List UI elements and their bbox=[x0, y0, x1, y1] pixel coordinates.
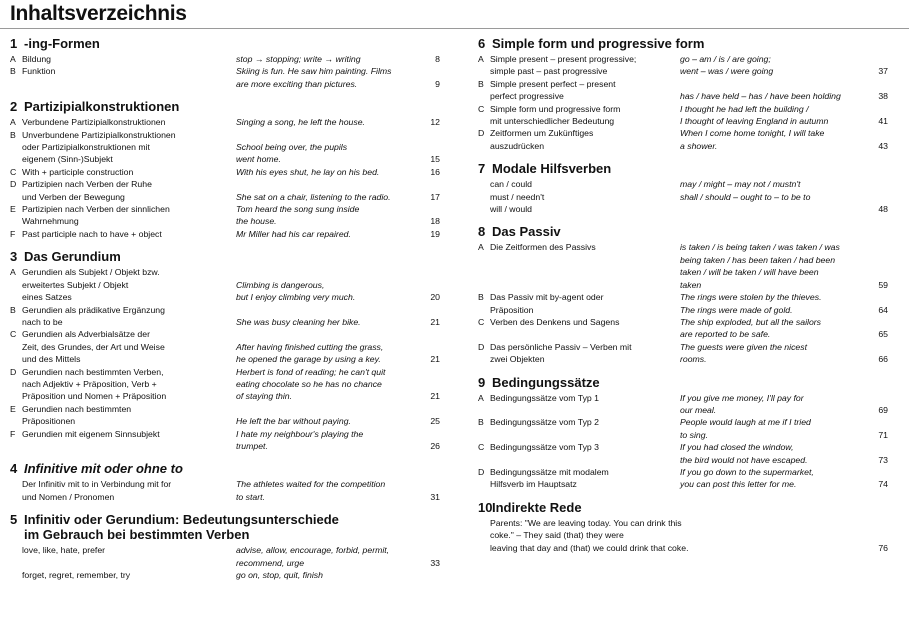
entry-letter: B bbox=[478, 417, 484, 428]
chapter-5 bbox=[10, 512, 440, 581]
entry-letter bbox=[10, 544, 22, 569]
chapter-number: 3 bbox=[10, 249, 18, 265]
entry-page-number: 8 bbox=[435, 54, 440, 64]
toc-entry[interactable] bbox=[478, 291, 888, 316]
entry-example: When I come home tonight, I will take a shower. bbox=[680, 128, 825, 151]
entry-example: go – am / is / are going; went – was / were going bbox=[680, 54, 774, 77]
chapter-7 bbox=[478, 161, 888, 215]
chapter-title: Infinitiv oder Gerundium: Bedeutungsunterschiede im Gebrauch bei bestimmten Verben bbox=[24, 512, 339, 543]
entry-topic: Past participle nach to have + object bbox=[22, 228, 162, 239]
entry-topic: forget, regret, remember, try bbox=[22, 570, 131, 580]
entry-example: People would laugh at me if I tried to sing. bbox=[680, 417, 811, 440]
entry-letter: F bbox=[10, 428, 16, 439]
chapter-2 bbox=[10, 99, 440, 240]
chapter-1 bbox=[10, 36, 440, 90]
entry-page-number: 66 bbox=[878, 354, 888, 365]
toc-entry[interactable] bbox=[478, 241, 888, 291]
entry-page-number: 65 bbox=[878, 329, 888, 340]
entry-page-number: 15 bbox=[430, 154, 440, 165]
entry-example: go on, stop, quit, finish bbox=[236, 570, 323, 580]
entry-page-number: 74 bbox=[878, 479, 888, 490]
entry-page-number: 17 bbox=[430, 191, 440, 202]
entry-topic: Das persönliche Passiv – Verben mit zwei Objekten bbox=[490, 341, 632, 365]
entry-page-number: 19 bbox=[430, 228, 440, 239]
entry-letter: A bbox=[10, 117, 16, 128]
entry-example: Herbert is fond of reading; he can't quit eating chocolate so he has no chance of staying thin. bbox=[236, 366, 386, 402]
entry-topic: Simple present – present progressive; simple past – past progressive bbox=[490, 54, 637, 77]
entry-letter bbox=[478, 178, 490, 215]
entry-topic: Gerundien als prädikative Ergänzung nach to be bbox=[22, 304, 165, 327]
toc-entry[interactable] bbox=[478, 103, 888, 128]
entry-letter: D bbox=[10, 179, 17, 190]
entry-topic: love, like, hate, prefer bbox=[22, 545, 106, 556]
entry-topic: Gerundien nach bestimmten Verben, nach Adjektiv + Präposition, Verb + Präposition und Nomen + Präposition bbox=[22, 366, 167, 402]
entry-topic: Simple form und progressive form mit unterschiedlicher Bedeutung bbox=[490, 103, 621, 127]
entry-topic: With + participle construction bbox=[22, 166, 134, 177]
entry-letter bbox=[478, 517, 490, 554]
entry-page-number: 26 bbox=[430, 440, 440, 451]
entry-example: School being over, the pupils went home. bbox=[236, 142, 348, 165]
toc-entry[interactable] bbox=[478, 53, 888, 78]
chapter-3 bbox=[10, 249, 440, 452]
entry-page-number: 73 bbox=[878, 454, 888, 465]
entry-letter: D bbox=[478, 128, 485, 139]
entry-page-number: 48 bbox=[878, 204, 888, 215]
entry-letter: B bbox=[478, 78, 484, 89]
entry-page-number: 25 bbox=[430, 416, 440, 427]
entry-letter: B bbox=[478, 292, 484, 303]
entry-topic: Partizipien nach Verben der Ruhe und Verben der Bewegung bbox=[22, 179, 152, 202]
entry-letter: C bbox=[478, 316, 485, 327]
entry-letter: F bbox=[10, 228, 16, 239]
chapter-heading bbox=[478, 224, 888, 239]
entry-example: After having finished cutting the grass, he opened the garage by using a key. bbox=[236, 341, 384, 365]
entry-example: The guests were given the nicest rooms. bbox=[680, 341, 808, 365]
entry-page-number: 18 bbox=[430, 216, 440, 227]
toc-entry[interactable] bbox=[478, 416, 888, 441]
entry-example: Singing a song, he left the house. bbox=[236, 117, 365, 128]
entry-example: I thought he had left the building / I thought of leaving England in autumn bbox=[680, 103, 829, 127]
entry-page-number: 38 bbox=[878, 91, 888, 102]
entry-letter: A bbox=[478, 54, 484, 64]
entry-letter: D bbox=[10, 366, 17, 377]
chapter-number: 1 bbox=[10, 36, 18, 51]
toc-entry[interactable] bbox=[10, 178, 440, 203]
toc-entry[interactable] bbox=[10, 228, 440, 240]
entry-page-number: 69 bbox=[878, 404, 888, 415]
entry-example: If you give me money, I'll pay for our meal. bbox=[680, 392, 804, 415]
entry-letter: C bbox=[478, 442, 485, 453]
entry-letter: C bbox=[478, 103, 485, 114]
entry-topic: Bedingungssätze vom Typ 3 bbox=[490, 442, 599, 453]
chapter-number: 6 bbox=[478, 36, 486, 51]
toc-column-left bbox=[10, 36, 440, 590]
entry-example: She sat on a chair, listening to the radio. bbox=[236, 191, 391, 202]
toc-entry[interactable] bbox=[10, 366, 440, 403]
chapter-number: 8 bbox=[478, 224, 486, 240]
entry-page-number: 12 bbox=[430, 117, 440, 128]
entry-page-number: 71 bbox=[878, 429, 888, 440]
entry-topic: Gerundien als Subjekt / Objekt bzw. erweitertes Subjekt / Objekt eines Satzes bbox=[22, 267, 160, 303]
toc-entry[interactable] bbox=[478, 127, 888, 152]
chapter-heading bbox=[10, 249, 440, 264]
chapter-4 bbox=[10, 461, 440, 503]
chapter-number: 10 bbox=[478, 499, 493, 515]
entry-page-number: 76 bbox=[878, 542, 888, 553]
entry-page-number: 37 bbox=[878, 66, 888, 77]
chapter-number: 7 bbox=[478, 161, 486, 177]
entry-letter: C bbox=[10, 166, 17, 177]
entry-page-number: 20 bbox=[430, 292, 440, 303]
entry-letter: E bbox=[10, 403, 16, 414]
chapter-9 bbox=[478, 375, 888, 491]
entry-page-number: 33 bbox=[430, 557, 440, 568]
entry-topic: Bildung bbox=[22, 54, 51, 64]
entry-letter: A bbox=[10, 54, 16, 64]
entry-page-number: 21 bbox=[430, 391, 440, 402]
entry-example: advise, allow, encourage, forbid, permit, recommend, urge bbox=[236, 545, 390, 568]
chapter-number: 5 bbox=[10, 512, 18, 528]
entry-example: stop → stopping; write → writing bbox=[236, 54, 361, 64]
chapter-title: Bedingungssätze bbox=[492, 374, 600, 390]
entry-example: Mr Miller had his car repaired. bbox=[236, 228, 351, 239]
entry-page-number: 31 bbox=[430, 491, 440, 502]
toc-entry[interactable] bbox=[10, 65, 440, 90]
entry-topic: Gerundien nach bestimmten Präpositionen bbox=[22, 403, 132, 427]
chapter-number: 2 bbox=[10, 99, 18, 115]
entry-letter bbox=[10, 569, 22, 581]
entry-example: I hate my neighbour's playing the trumpet. bbox=[236, 428, 364, 451]
entry-example: has / have held – has / have been holding bbox=[680, 91, 841, 102]
toc-entry[interactable] bbox=[10, 304, 440, 329]
chapter-8 bbox=[478, 224, 888, 365]
entry-topic: Das Passiv mit by-agent oder Präposition bbox=[490, 292, 604, 315]
entry-letter: B bbox=[10, 66, 16, 77]
entry-letter: D bbox=[478, 341, 485, 352]
entry-example: is taken / is being taken / was taken / was being taken / has been taken / had been taken / will be taken / will have been taken bbox=[680, 242, 840, 290]
entry-example: The athletes waited for the competition to start. bbox=[236, 479, 386, 502]
entry-page-number: 41 bbox=[878, 116, 888, 127]
entry-example: He left the bar without paying. bbox=[236, 416, 351, 427]
chapter-title: Modale Hilfsverben bbox=[492, 161, 612, 177]
entry-example: may / might – may not / mustn't shall / should – ought to – to be to bbox=[680, 179, 811, 202]
entry-example: If you had closed the window, the bird would not have escaped. bbox=[680, 442, 808, 465]
entry-example: With his eyes shut, he lay on his bed. bbox=[236, 166, 380, 177]
chapter-heading bbox=[10, 512, 440, 542]
entry-topic: Simple present perfect – present perfect progressive bbox=[490, 78, 616, 102]
chapter-heading bbox=[478, 500, 888, 515]
entry-topic: Funktion bbox=[22, 66, 56, 77]
chapter-title: Partizipialkonstruktionen bbox=[24, 99, 180, 115]
entry-example: If you go down to the supermarket, you can post this letter for me. bbox=[680, 466, 814, 490]
entry-letter: D bbox=[478, 466, 485, 477]
entry-topic: Gerundien mit eigenem Sinnsubjekt bbox=[22, 428, 160, 439]
chapter-title: Das Passiv bbox=[492, 224, 561, 240]
entry-page-number: 9 bbox=[435, 78, 440, 89]
toc-entry[interactable] bbox=[10, 328, 440, 365]
chapter-title: -ing-Formen bbox=[24, 36, 100, 51]
chapter-number: 9 bbox=[478, 374, 486, 390]
toc-entry[interactable] bbox=[10, 129, 440, 166]
entry-letter: A bbox=[478, 392, 484, 403]
entry-example: She was busy cleaning her bike. bbox=[236, 316, 361, 327]
toc-entry[interactable] bbox=[10, 53, 440, 65]
entry-page-number bbox=[415, 569, 440, 581]
entry-example: Climbing is dangerous, but I enjoy climbing very much. bbox=[236, 279, 356, 303]
chapter-heading bbox=[478, 36, 888, 51]
entry-letter: C bbox=[10, 329, 17, 340]
entry-topic: Gerundien als Adverbialsätze der Zeit, des Grundes, der Art und Weise und des Mittels bbox=[22, 329, 165, 365]
entry-example: Skiing is fun. He saw him painting. Films are more exciting than pictures. bbox=[236, 66, 392, 89]
page-title: Inhaltsverzeichnis bbox=[10, 2, 187, 25]
entry-example: The ship exploded, but all the sailors are reported to be safe. bbox=[680, 316, 822, 340]
entry-page-number: 16 bbox=[430, 166, 440, 177]
entry-page-number: 59 bbox=[878, 279, 888, 290]
chapter-title: Simple form und progressive form bbox=[492, 36, 705, 51]
toc-entry[interactable] bbox=[478, 178, 888, 215]
entry-page-number: 64 bbox=[878, 304, 888, 315]
title-divider bbox=[0, 28, 909, 29]
chapter-number: 4 bbox=[10, 461, 18, 477]
toc-entry[interactable] bbox=[10, 478, 440, 503]
entry-letter: A bbox=[478, 242, 484, 253]
entry-topic: Verbundene Partizipialkonstruktionen bbox=[22, 117, 166, 128]
entry-topic: Parents: "We are leaving today. You can drink this coke." – They said (that) they were leaving that day and (that) we could drink that coke. bbox=[490, 517, 689, 553]
entry-topic: Zeitformen um Zukünftiges auszudrücken bbox=[490, 128, 594, 151]
toc-entry[interactable] bbox=[10, 116, 440, 128]
entry-page-number: 43 bbox=[878, 140, 888, 151]
chapter-heading bbox=[478, 375, 888, 390]
chapter-10 bbox=[478, 500, 888, 554]
chapter-heading bbox=[10, 461, 440, 476]
toc-entry[interactable] bbox=[478, 316, 888, 341]
entry-page-number: 21 bbox=[430, 316, 440, 327]
toc-entry[interactable] bbox=[478, 341, 888, 366]
toc-entry[interactable] bbox=[478, 466, 888, 491]
entry-letter bbox=[10, 478, 22, 503]
toc-column-right bbox=[478, 36, 888, 563]
toc-entry[interactable] bbox=[478, 392, 888, 417]
chapter-6 bbox=[478, 36, 888, 152]
entry-topic: Die Zeitformen des Passivs bbox=[490, 242, 596, 253]
chapter-title: Indirekte Rede bbox=[492, 499, 582, 515]
toc-entry[interactable] bbox=[478, 517, 888, 554]
entry-letter: B bbox=[10, 304, 16, 315]
entry-example: The rings were stolen by the thieves. The rings were made of gold. bbox=[680, 292, 822, 315]
entry-example: Tom heard the song sung inside the house. bbox=[236, 204, 360, 227]
chapter-heading bbox=[10, 99, 440, 114]
chapter-heading bbox=[10, 36, 440, 51]
entry-topic: Der Infinitiv mit to in Verbindung mit for und Nomen / Pronomen bbox=[22, 479, 172, 502]
entry-letter: E bbox=[10, 204, 16, 215]
entry-letter: B bbox=[10, 129, 16, 140]
toc-entry[interactable] bbox=[10, 203, 440, 228]
chapter-title: Das Gerundium bbox=[24, 249, 121, 265]
toc-entry[interactable] bbox=[10, 403, 440, 428]
toc-entry[interactable] bbox=[10, 166, 440, 178]
entry-topic: Unverbundene Partizipialkonstruktionen oder Partizipialkonstruktionen mit eigenem (Sinn-)Subjekt bbox=[22, 129, 176, 165]
entry-topic: Verben des Denkens und Sagens bbox=[490, 316, 620, 327]
entry-page-number: 21 bbox=[430, 354, 440, 365]
toc-entry[interactable] bbox=[10, 544, 440, 569]
entry-letter: A bbox=[10, 267, 16, 278]
entry-topic: Bedingungssätze vom Typ 1 bbox=[490, 392, 599, 403]
entry-topic: can / could must / needn't will / would bbox=[490, 179, 545, 215]
toc-entry[interactable] bbox=[478, 78, 888, 103]
toc-entry[interactable] bbox=[478, 441, 888, 466]
chapter-heading bbox=[478, 161, 888, 176]
toc-entry[interactable] bbox=[10, 569, 440, 581]
toc-entry[interactable] bbox=[10, 266, 440, 303]
entry-topic: Bedingungssätze vom Typ 2 bbox=[490, 417, 599, 428]
chapter-title: Infinitive mit oder ohne to bbox=[24, 461, 183, 477]
entry-topic: Partizipien nach Verben der sinnlichen Wahrnehmung bbox=[22, 204, 170, 227]
entry-topic: Bedingungssätze mit modalem Hilfsverb im Hauptsatz bbox=[490, 466, 609, 490]
toc-entry[interactable] bbox=[10, 428, 440, 453]
